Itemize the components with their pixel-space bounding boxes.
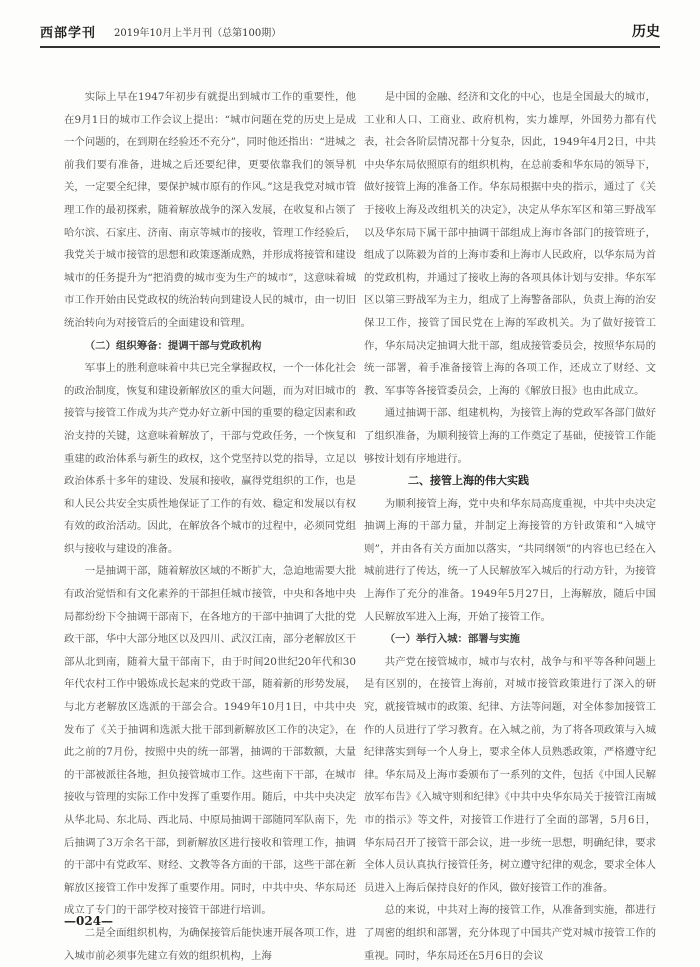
paragraph: 实际上早在1947年初步有就提出到城市工作的重要性，他在9月1日的城市工作会议上提出：“城市问题在党的历史上是成一个问题的，在到期在经验还不充分”，同时他还指出：“进城之前我们要有准备，进城之后还要纪律，更要依靠我们的领导机关，一定要全纪律，要保护城市原有的作风。”这是我党对城市管理工作的最初探索，随着解放战争的深入发展，在收复和占领了哈尔滨、石家庄、济南、南京等城市的接收，管理工作经验后，我党关于城市接管的思想和政策逐渐成熟，并形成将接管和建设城市的任务提升为“把消费的城市变为生产的城市”，这意味着城市工作开始由民党政权的统治转向到建设人民的城市，由一切旧统治转向为对接管后的全面建设和管理。 <box>64 91 356 329</box>
subsection-heading: （一）举行入城：部署与实施 <box>384 633 520 646</box>
page-header <box>40 18 660 48</box>
journal-masthead: 西部学刊 <box>40 26 97 41</box>
paragraph: 是中国的金融、经济和文化的中心，也是全国最大的城市，工业和人口、工商业、政府机构，实力雄厚，外国势力都有代表，社会各阶层情况都十分复杂，因此，1949年4月2日，中共中央华东局依照原有的组织机构，在总前委和华东局的领导下，做好接管上海的准备工作。华东局根据中央的指示，通过了《关于接收上海及改组机关的决定》，决定从华东军区和第三野战军以及华东局下属干部中抽调干部组成上海市各部门的接管班子，组成了以陈毅为首的上海市委和上海市人民政府，以华东局为首的党政机构，并通过了接收上海的各项具体计划与安排。华东军区以第三野战军为主力，组成了上海警备部队，负责上海的治安保卫工作，接管了国民党在上海的军政机关。为了做好接管工作，华东局决定抽调大批干部，组成接管委员会，按照华东局的统一部署，着手准备接管上海的各项工作，还成立了财经、文教、军事等各接管委员会，上海的《解放日报》也由此成立。 <box>364 91 656 397</box>
section-label: 历史 <box>632 24 660 40</box>
left-column <box>64 86 356 967</box>
subsection-heading: （二）组织筹备：提调干部与党政机构 <box>84 339 262 352</box>
paragraph: 通过抽调干部、组建机构，为接管上海的党政军各部门做好了组织准备，为顺利接管上海的工作奠定了基础，使接管工作能够按计划有序地进行。 <box>364 407 656 465</box>
paragraph: 军事上的胜利意味着中共已完全掌握政权，一个一体化社会的政治制度，恢复和建设新解放区的重大问题，而为对旧城市的接管与接管工作成为共产党办好立新中国的重要的稳定因素和政治支持的关键，这意味着解放了，干部与党政任务，一个恢复和重建的政治体系与新生的政权，这个党坚持以党的指导，立足以政治体系十多年的建设、发展和接收，赢得党组织的工作，也是和人民公共安全实质性地保证了工作的有效、稳定和发展以有权有效的政治活动。因此，在解放各个城市的过程中，必须同党组织与接收与建设的准备。 <box>64 362 356 555</box>
page-number: —024— <box>64 914 114 928</box>
paragraph: 二是全面组织机构，为确保接管后能快速开展各项工作，进入城市前必须事先建立有效的组织机构，上海 <box>64 926 356 962</box>
right-column <box>364 86 656 967</box>
issue-info: 2019年10月上半月刊（总第100期） <box>114 28 282 39</box>
section-heading: 二、接管上海的伟大实践 <box>408 474 529 488</box>
paragraph: 为顺利接管上海，党中央和华东局高度重视，中共中央决定抽调上海的干部力量，并制定上海接管的方针政策和“入城守则”，并由各有关方面加以落实，“共同纲领”的内容也已经在入城前进行了传达，统一了人民解放军入城后的行动方针，为接管上海作了充分的准备。1949年5月27日，上海解放，随后中国人民解放军进入上海，开始了接管工作。 <box>364 497 656 623</box>
paragraph: 共产党在接管城市，城市与农村，战争与和平等各种问题上是有区别的，在接管上海前，对城市接管政策进行了深入的研究，就接管城市的政策、纪律、方法等问题，对全体参加接管工作的人员进行了学习教育。在入城之前，为了将各项政策与入城纪律落实到每一个人身上，要求全体人员熟悉政策，严格遵守纪律。华东局及上海市委颁布了一系列的文件，包括《中国人民解放军布告》《入城守则和纪律》《中共中央华东局关于接管江南城市的指示》等文件，对接管工作进行了全面的部署，5月6日，华东局召开了接管干部会议，进一步统一思想，明确纪律，要求全体人员认真执行接管任务，树立遵守纪律的观念，要求全体人员进入上海后保持良好的作风，做好接管工作的准备。 <box>364 655 656 894</box>
paragraph: 总的来说，中共对上海的接管工作，从准备到实施，都进行了周密的组织和部署，充分体现了中国共产党对城市接管工作的重视。同时，华东局还在5月6日的会议 <box>364 904 656 962</box>
paragraph: 一是抽调干部，随着解放区域的不断扩大，急迫地需要大批有政治觉悟和有文化素养的干部担任城市接管，中央和各地中央局都纷纷下令抽调干部南下，在各地方的干部中抽调了大批的党政干部，华中大部分地区以及四川、武汉江南，部分老解放区干部从北到南，随着大量干部南下，由于时间20世纪20年代和30年代农村工作中锻炼成长起来的党政干部，随着新的形势发展，与北方老解放区选派的干部会合。1949年10月1日，中共中央发布了《关于抽调和选派大批干部到新解放区工作的决定》，在此之前的7月份，按照中央的统一部署，抽调的干部数额，大量的干部被派往各地，担负接管城市工作。这些南下干部，在城市接收与管理的实际工作中发挥了重要作用。随后，中共中央决定从华北局、东北局、西北局、中原局抽调干部随同军队南下，先后抽调了3万余名干部，到新解放区进行接收和管理工作，抽调的干部中有党政军、财经、文教等各方面的干部，这些干部在新解放区接管工作中发挥了重要作用。同时，中共中央、华东局还成立了专门的干部学校对接管干部进行培训。 <box>64 565 356 917</box>
